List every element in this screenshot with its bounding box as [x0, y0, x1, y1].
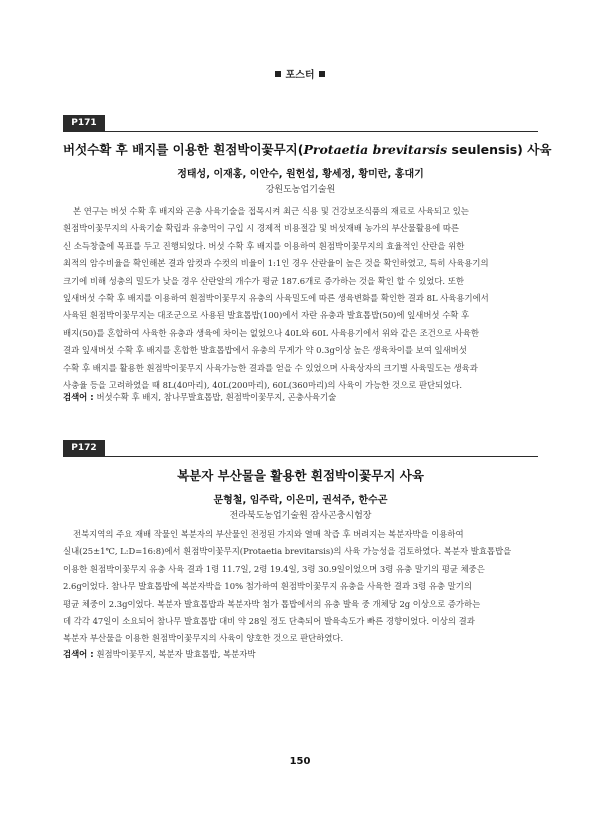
paper-abstract — [63, 203, 538, 394]
abstract-line: 잎새버섯 수확 후 배지를 이용하여 흰점박이꽃무지 유충의 사육밀도에 따른 생육변화를 확인한 결과 8L 사육용기에서 — [63, 293, 489, 304]
abstract-line: 신 소득창출에 목표를 두고 진행되었다. 버섯 수확 후 배지를 이용하여 흰점박이꽃무지의 효율적인 산란을 위한 — [63, 240, 465, 251]
square-bullet-icon — [275, 71, 281, 77]
keywords-label: 검색어 — [63, 392, 88, 402]
section-divider — [63, 456, 538, 457]
abstract-line: 실내(25±1℃, L:D=16:8)에서 흰점박이꽃무지(Protaetia brevitarsis)의 사육 가능성을 검토하였다. 복분자 발효톱밥을 — [63, 546, 512, 557]
abstract-line: 수확 후 배지를 활용한 흰점박이꽃무지 사육가능한 결과를 얻을 수 있었으며 사육상자의 크기별 사육밀도는 생육과 — [63, 362, 478, 373]
paper-authors: 정태성, 이재홍, 이안수, 원헌섭, 황세정, 황미란, 홍대기 — [177, 169, 424, 180]
paper-authors: 문형철, 임주락, 이은미, 권석주, 한수곤 — [213, 495, 388, 506]
abstract-line: 평균 체중이 2.3g이었다. 복분자 발효톱밥과 복분자박 첨가 톱밥에서의 유충 발육 중 개체당 2g 이상으로 증가하는 — [63, 598, 481, 609]
paper-title-part: 버섯수확 후 배지를 이용한 흰점박이꽃무지( — [63, 142, 304, 157]
section-header — [0, 66, 600, 81]
abstract-line: 전북지역의 주요 재배 작물인 복분자의 부산물인 전정된 가지와 열매 착즙 후 버려지는 복분자박을 이용하여 — [73, 529, 464, 539]
abstract-line: 사육된 흰점박이꽃무지는 대조군으로 사용된 발효톱밥(100)에서 자란 유충과 발효톱밥(50)에 잎새버섯 수확 후 — [63, 310, 470, 321]
abstract-line: 데 각각 47일이 소요되어 참나무 발효톱밥 대비 약 28일 정도 단축되어 발육속도가 빠른 경향이었다. 이상의 결과 — [63, 616, 475, 627]
paper-title — [63, 466, 538, 484]
section-header-label: 포스터 — [285, 70, 315, 81]
abstract-line: 복분자 부산물을 이용한 흰점박이꽃무지의 사육이 양호한 것으로 판단하였다. — [63, 633, 344, 644]
abstract-line: 사충율 등을 고려하였을 때 8L(40마리), 40L(200마리), 60L(360마리)의 사육이 가능한 것으로 판단되었다. — [63, 380, 463, 391]
keywords-list: 버섯수확 후 배지, 참나무발효톱밥, 흰점박이꽃무지, 곤충사육기술 — [96, 392, 337, 402]
paper-affiliation: 전라북도농업기술원 잠사곤충시험장 — [229, 511, 372, 521]
abstract-line: 2.6g이었다. 참나무 발효톱밥에 복분자박을 10% 첨가하여 흰점박이꽃무지 유충을 사육한 결과 3령 유충 말기의 — [63, 581, 472, 592]
paper-title-species: Protaetia brevitarsis — [303, 142, 448, 157]
section-divider — [63, 131, 538, 132]
paper-title-part: seulensis) 사육 — [447, 142, 552, 157]
page-number: 150 — [289, 756, 311, 767]
abstract-line: 크기에 비해 성충의 밀도가 낮을 경우 산란알의 개수가 평균 187.6개로 증가하는 것을 확인 할 수 있었다. 또한 — [63, 275, 464, 286]
paper-title-part: 복분자 부산물을 활용한 흰점박이꽃무지 사육 — [177, 468, 424, 483]
paper-affiliation: 강원도농업기술원 — [265, 185, 336, 195]
abstract-line: 배지(50)를 혼합하여 사육한 유충과 생육에 차이는 없었으나 40L와 60L 사육용기에서 위와 같은 조건으로 사육한 — [63, 327, 479, 338]
paper-code-badge: P172 — [63, 440, 105, 456]
keywords-label: 검색어 — [63, 649, 88, 659]
abstract-line: 이용한 흰점박이꽃무지 유충 사육 결과 1령 11.7일, 2령 19.4일, 3령 30.9일이었으며 3령 유충 말기의 평균 체중은 — [63, 563, 485, 574]
keywords-list: 흰점박이꽃무지, 복분자 발효톱밥, 복분자박 — [96, 649, 256, 659]
square-bullet-icon — [319, 71, 325, 77]
abstract-line: 최적의 암수비율을 확인해본 결과 암컷과 수컷의 비율이 1:1인 경우 산란율이 높은 것을 확인하였고, 특히 사육용기의 — [63, 258, 489, 269]
paper-code-badge: P171 — [63, 115, 105, 131]
abstract-line: 결과 잎새버섯 수확 후 배지를 혼합한 발효톱밥에서 유충의 무게가 약 0.3g이상 높은 생육차이를 보여 잎새버섯 — [63, 345, 467, 356]
paper-keywords: 검색어 : 버섯수확 후 배지, 참나무발효톱밥, 흰점박이꽃무지, 곤충사육기술 — [63, 392, 337, 402]
abstract-line: 본 연구는 버섯 수확 후 배지와 곤충 사육기술을 접목시켜 최근 식용 및 건강보조식품의 재료로 사육되고 있는 — [73, 206, 469, 216]
abstract-line: 흰점박이꽃무지의 사육기술 확립과 유충먹이 구입 시 경제적 비용절감 및 버섯재배 농가의 부산물활용에 따른 — [63, 223, 460, 234]
paper-title — [63, 140, 552, 158]
paper-keywords: 검색어 : 흰점박이꽃무지, 복분자 발효톱밥, 복분자박 — [63, 649, 256, 659]
paper-abstract — [63, 526, 538, 648]
